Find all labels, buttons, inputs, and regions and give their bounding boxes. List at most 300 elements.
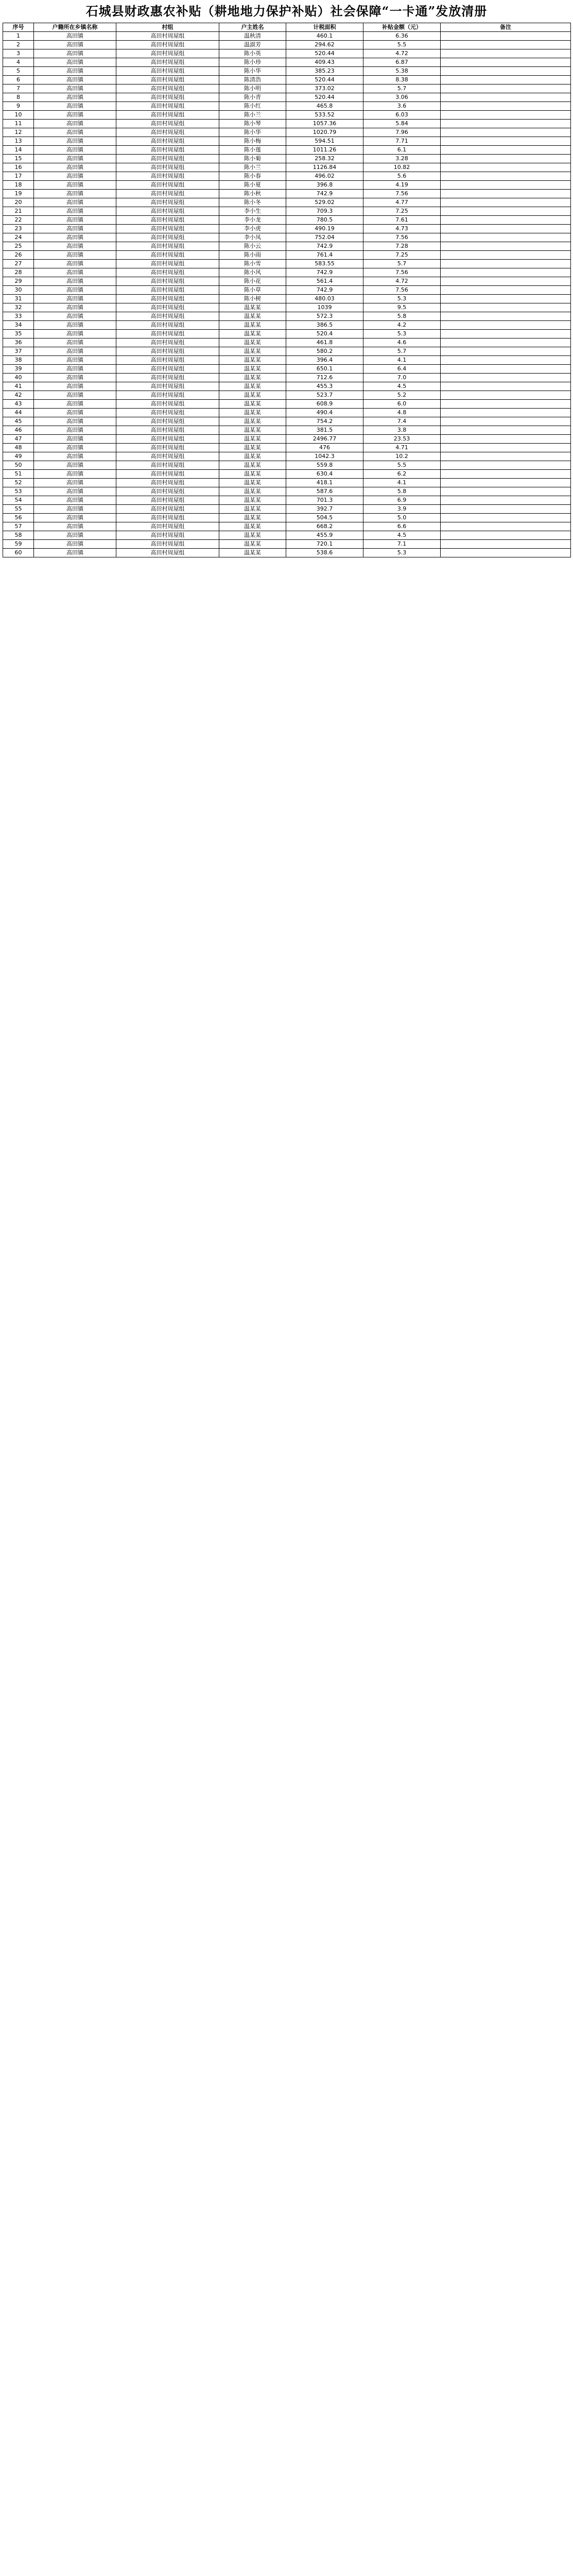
row-index: 37 [3,347,34,356]
row-note [441,137,571,146]
row-index: 23 [3,225,34,233]
row-note [441,417,571,426]
row-note [441,312,571,321]
row-note [441,58,571,67]
row-area: 752.04 [286,233,363,242]
row-amount: 7.25 [363,207,441,216]
row-index: 52 [3,479,34,487]
row-amount: 5.7 [363,260,441,268]
row-area: 480.03 [286,295,363,303]
row-area: 460.1 [286,32,363,41]
row-note [441,470,571,479]
row-name: 温某某 [219,496,286,505]
row-amount: 3.6 [363,102,441,111]
row-amount: 7.56 [363,268,441,277]
row-town: 高田镇 [34,155,116,163]
row-town: 高田镇 [34,286,116,295]
row-name: 温某某 [219,365,286,374]
row-note [441,347,571,356]
row-name: 陈小华 [219,128,286,137]
row-area: 520.4 [286,330,363,338]
row-index: 40 [3,374,34,382]
row-name: 温某某 [219,461,286,470]
table-row [3,268,571,277]
row-area: 712.6 [286,374,363,382]
row-village: 高田村周屋组 [116,338,219,347]
table-row [3,514,571,522]
row-note [441,365,571,374]
row-village: 高田村周屋组 [116,172,219,181]
row-name: 温淑芳 [219,41,286,49]
row-note [441,330,571,338]
table-row [3,128,571,137]
row-area: 630.4 [286,470,363,479]
row-amount: 7.61 [363,216,441,225]
table-body [3,32,571,557]
row-village: 高田村周屋组 [116,32,219,41]
row-index: 31 [3,295,34,303]
row-village: 高田村周屋组 [116,260,219,268]
table-row [3,312,571,321]
row-town: 高田镇 [34,312,116,321]
table-row [3,49,571,58]
row-village: 高田村周屋组 [116,522,219,531]
row-index: 29 [3,277,34,286]
row-village: 高田村周屋组 [116,163,219,172]
row-name: 陈小云 [219,242,286,251]
row-amount: 5.7 [363,84,441,93]
row-note [441,374,571,382]
row-name: 温某某 [219,382,286,391]
header-name: 户主姓名 [219,23,286,32]
row-town: 高田镇 [34,356,116,365]
row-village: 高田村周屋组 [116,76,219,84]
row-town: 高田镇 [34,172,116,181]
row-name: 陈小青 [219,93,286,102]
row-name: 陈小兰 [219,111,286,120]
row-village: 高田村周屋组 [116,190,219,198]
row-village: 高田村周屋组 [116,58,219,67]
row-town: 高田镇 [34,233,116,242]
row-village: 高田村周屋组 [116,330,219,338]
table-row [3,338,571,347]
row-town: 高田镇 [34,303,116,312]
table-row [3,321,571,330]
row-area: 409.43 [286,58,363,67]
row-village: 高田村周屋组 [116,84,219,93]
row-town: 高田镇 [34,102,116,111]
row-index: 54 [3,496,34,505]
row-village: 高田村周屋组 [116,128,219,137]
row-area: 373.02 [286,84,363,93]
row-note [441,409,571,417]
row-name: 温某某 [219,356,286,365]
row-area: 742.9 [286,286,363,295]
table-row [3,225,571,233]
row-amount: 6.0 [363,400,441,409]
row-amount: 6.03 [363,111,441,120]
row-index: 41 [3,382,34,391]
row-amount: 5.5 [363,41,441,49]
row-village: 高田村周屋组 [116,435,219,444]
row-index: 9 [3,102,34,111]
row-name: 温某某 [219,487,286,496]
row-name: 温某某 [219,321,286,330]
row-town: 高田镇 [34,49,116,58]
row-village: 高田村周屋组 [116,374,219,382]
row-town: 高田镇 [34,198,116,207]
row-index: 5 [3,67,34,76]
row-amount: 4.2 [363,321,441,330]
row-area: 754.2 [286,417,363,426]
row-index: 49 [3,452,34,461]
row-note [441,382,571,391]
row-village: 高田村周屋组 [116,479,219,487]
row-town: 高田镇 [34,137,116,146]
row-town: 高田镇 [34,409,116,417]
row-name: 陈清浩 [219,76,286,84]
table-row [3,84,571,93]
row-amount: 3.9 [363,505,441,514]
row-area: 780.5 [286,216,363,225]
row-area: 392.7 [286,505,363,514]
row-village: 高田村周屋组 [116,347,219,356]
row-amount: 5.5 [363,461,441,470]
row-amount: 5.6 [363,172,441,181]
row-area: 461.8 [286,338,363,347]
row-name: 李小龙 [219,216,286,225]
row-note [441,198,571,207]
row-name: 陈小红 [219,102,286,111]
row-village: 高田村周屋组 [116,181,219,190]
row-town: 高田镇 [34,496,116,505]
row-town: 高田镇 [34,330,116,338]
row-index: 4 [3,58,34,67]
row-amount: 7.1 [363,540,441,549]
row-note [441,225,571,233]
row-town: 高田镇 [34,216,116,225]
row-index: 43 [3,400,34,409]
row-index: 30 [3,286,34,295]
row-note [441,295,571,303]
row-area: 2496.77 [286,435,363,444]
row-name: 温某某 [219,312,286,321]
table-row [3,347,571,356]
table-row [3,479,571,487]
row-area: 490.4 [286,409,363,417]
row-amount: 4.77 [363,198,441,207]
row-amount: 4.71 [363,444,441,452]
table-row [3,190,571,198]
row-area: 650.1 [286,365,363,374]
row-index: 53 [3,487,34,496]
table-row [3,356,571,365]
row-village: 高田村周屋组 [116,505,219,514]
row-index: 28 [3,268,34,277]
row-amount: 10.82 [363,163,441,172]
table-row [3,505,571,514]
row-name: 陈小梅 [219,137,286,146]
row-area: 294.62 [286,41,363,49]
row-name: 温秋清 [219,32,286,41]
row-name: 温某某 [219,391,286,400]
row-amount: 6.36 [363,32,441,41]
row-amount: 7.4 [363,417,441,426]
row-index: 10 [3,111,34,120]
row-town: 高田镇 [34,391,116,400]
row-note [441,120,571,128]
table-row [3,444,571,452]
row-area: 529.02 [286,198,363,207]
row-town: 高田镇 [34,417,116,426]
row-area: 608.9 [286,400,363,409]
row-village: 高田村周屋组 [116,487,219,496]
row-village: 高田村周屋组 [116,207,219,216]
row-name: 陈小春 [219,172,286,181]
row-village: 高田村周屋组 [116,120,219,128]
row-area: 580.2 [286,347,363,356]
row-amount: 9.5 [363,303,441,312]
row-note [441,356,571,365]
row-village: 高田村周屋组 [116,111,219,120]
row-area: 396.8 [286,181,363,190]
row-town: 高田镇 [34,120,116,128]
row-village: 高田村周屋组 [116,216,219,225]
table-row [3,417,571,426]
row-area: 258.32 [286,155,363,163]
table-row [3,93,571,102]
row-note [441,277,571,286]
row-note [441,496,571,505]
row-note [441,549,571,557]
row-amount: 6.2 [363,470,441,479]
row-index: 55 [3,505,34,514]
table-row [3,365,571,374]
table-row [3,400,571,409]
row-note [441,435,571,444]
row-note [441,155,571,163]
table-row [3,295,571,303]
row-name: 温某某 [219,347,286,356]
row-name: 陈小菊 [219,155,286,163]
row-area: 742.9 [286,190,363,198]
row-town: 高田镇 [34,347,116,356]
row-area: 418.1 [286,479,363,487]
table-row [3,260,571,268]
table-row [3,32,571,41]
row-area: 709.3 [286,207,363,216]
row-note [441,93,571,102]
row-amount: 7.25 [363,251,441,260]
row-index: 7 [3,84,34,93]
row-name: 陈小莲 [219,146,286,155]
row-note [441,487,571,496]
table-row [3,181,571,190]
row-index: 46 [3,426,34,435]
row-town: 高田镇 [34,531,116,540]
table-row [3,102,571,111]
row-index: 56 [3,514,34,522]
table-row [3,461,571,470]
row-index: 24 [3,233,34,242]
row-village: 高田村周屋组 [116,242,219,251]
row-amount: 5.3 [363,295,441,303]
row-amount: 5.84 [363,120,441,128]
row-name: 温某某 [219,514,286,522]
row-town: 高田镇 [34,260,116,268]
row-town: 高田镇 [34,76,116,84]
row-town: 高田镇 [34,522,116,531]
row-name: 陈小树 [219,295,286,303]
row-note [441,522,571,531]
row-amount: 8.38 [363,76,441,84]
row-village: 高田村周屋组 [116,356,219,365]
row-index: 34 [3,321,34,330]
table-row [3,137,571,146]
row-area: 490.19 [286,225,363,233]
table-row [3,531,571,540]
row-amount: 4.73 [363,225,441,233]
row-village: 高田村周屋组 [116,268,219,277]
row-town: 高田镇 [34,505,116,514]
row-name: 李小凤 [219,233,286,242]
table-row [3,67,571,76]
row-town: 高田镇 [34,461,116,470]
row-index: 22 [3,216,34,225]
row-name: 温某某 [219,417,286,426]
row-index: 50 [3,461,34,470]
row-village: 高田村周屋组 [116,365,219,374]
row-amount: 5.38 [363,67,441,76]
table-row [3,470,571,479]
row-amount: 5.8 [363,487,441,496]
row-town: 高田镇 [34,470,116,479]
row-town: 高田镇 [34,426,116,435]
row-area: 455.9 [286,531,363,540]
row-area: 538.6 [286,549,363,557]
row-amount: 3.8 [363,426,441,435]
table-row [3,120,571,128]
row-village: 高田村周屋组 [116,251,219,260]
row-village: 高田村周屋组 [116,286,219,295]
row-area: 720.1 [286,540,363,549]
table-row [3,242,571,251]
row-note [441,514,571,522]
row-town: 高田镇 [34,295,116,303]
row-town: 高田镇 [34,84,116,93]
row-note [441,128,571,137]
table-row [3,382,571,391]
header-village: 村组 [116,23,219,32]
header-town: 户籍所在乡镇名称 [34,23,116,32]
row-town: 高田镇 [34,452,116,461]
row-name: 陈小华 [219,67,286,76]
row-town: 高田镇 [34,540,116,549]
row-amount: 5.8 [363,312,441,321]
row-village: 高田村周屋组 [116,514,219,522]
row-amount: 7.96 [363,128,441,137]
row-index: 58 [3,531,34,540]
row-area: 1020.79 [286,128,363,137]
row-town: 高田镇 [34,111,116,120]
row-area: 742.9 [286,242,363,251]
row-area: 520.44 [286,49,363,58]
row-name: 温某某 [219,338,286,347]
row-index: 8 [3,93,34,102]
row-name: 陈小雪 [219,260,286,268]
row-village: 高田村周屋组 [116,137,219,146]
row-town: 高田镇 [34,251,116,260]
row-town: 高田镇 [34,400,116,409]
row-note [441,216,571,225]
row-index: 26 [3,251,34,260]
row-amount: 4.5 [363,531,441,540]
table-row [3,330,571,338]
row-area: 559.8 [286,461,363,470]
row-amount: 4.8 [363,409,441,417]
row-village: 高田村周屋组 [116,461,219,470]
row-note [441,260,571,268]
row-village: 高田村周屋组 [116,67,219,76]
row-area: 742.9 [286,268,363,277]
table-row [3,172,571,181]
row-amount: 6.1 [363,146,441,155]
row-note [441,286,571,295]
row-name: 陈小珍 [219,58,286,67]
row-amount: 4.19 [363,181,441,190]
table-row [3,435,571,444]
row-index: 51 [3,470,34,479]
table-row [3,374,571,382]
table-row [3,286,571,295]
row-amount: 3.06 [363,93,441,102]
row-index: 18 [3,181,34,190]
row-town: 高田镇 [34,487,116,496]
row-amount: 7.56 [363,233,441,242]
row-town: 高田镇 [34,435,116,444]
row-town: 高田镇 [34,190,116,198]
row-note [441,41,571,49]
row-town: 高田镇 [34,32,116,41]
row-index: 32 [3,303,34,312]
row-area: 572.3 [286,312,363,321]
row-index: 60 [3,549,34,557]
row-town: 高田镇 [34,93,116,102]
row-note [441,32,571,41]
row-amount: 4.5 [363,382,441,391]
row-index: 21 [3,207,34,216]
row-town: 高田镇 [34,382,116,391]
row-area: 476 [286,444,363,452]
row-name: 温某某 [219,531,286,540]
row-area: 1126.84 [286,163,363,172]
row-index: 48 [3,444,34,452]
row-amount: 5.2 [363,391,441,400]
table-row [3,251,571,260]
row-area: 496.02 [286,172,363,181]
row-index: 59 [3,540,34,549]
row-index: 3 [3,49,34,58]
row-area: 533.52 [286,111,363,120]
row-name: 陈小兰 [219,163,286,172]
row-amount: 5.3 [363,330,441,338]
row-amount: 7.28 [363,242,441,251]
row-amount: 6.4 [363,365,441,374]
table-row [3,111,571,120]
row-name: 温某某 [219,444,286,452]
row-town: 高田镇 [34,58,116,67]
row-village: 高田村周屋组 [116,452,219,461]
